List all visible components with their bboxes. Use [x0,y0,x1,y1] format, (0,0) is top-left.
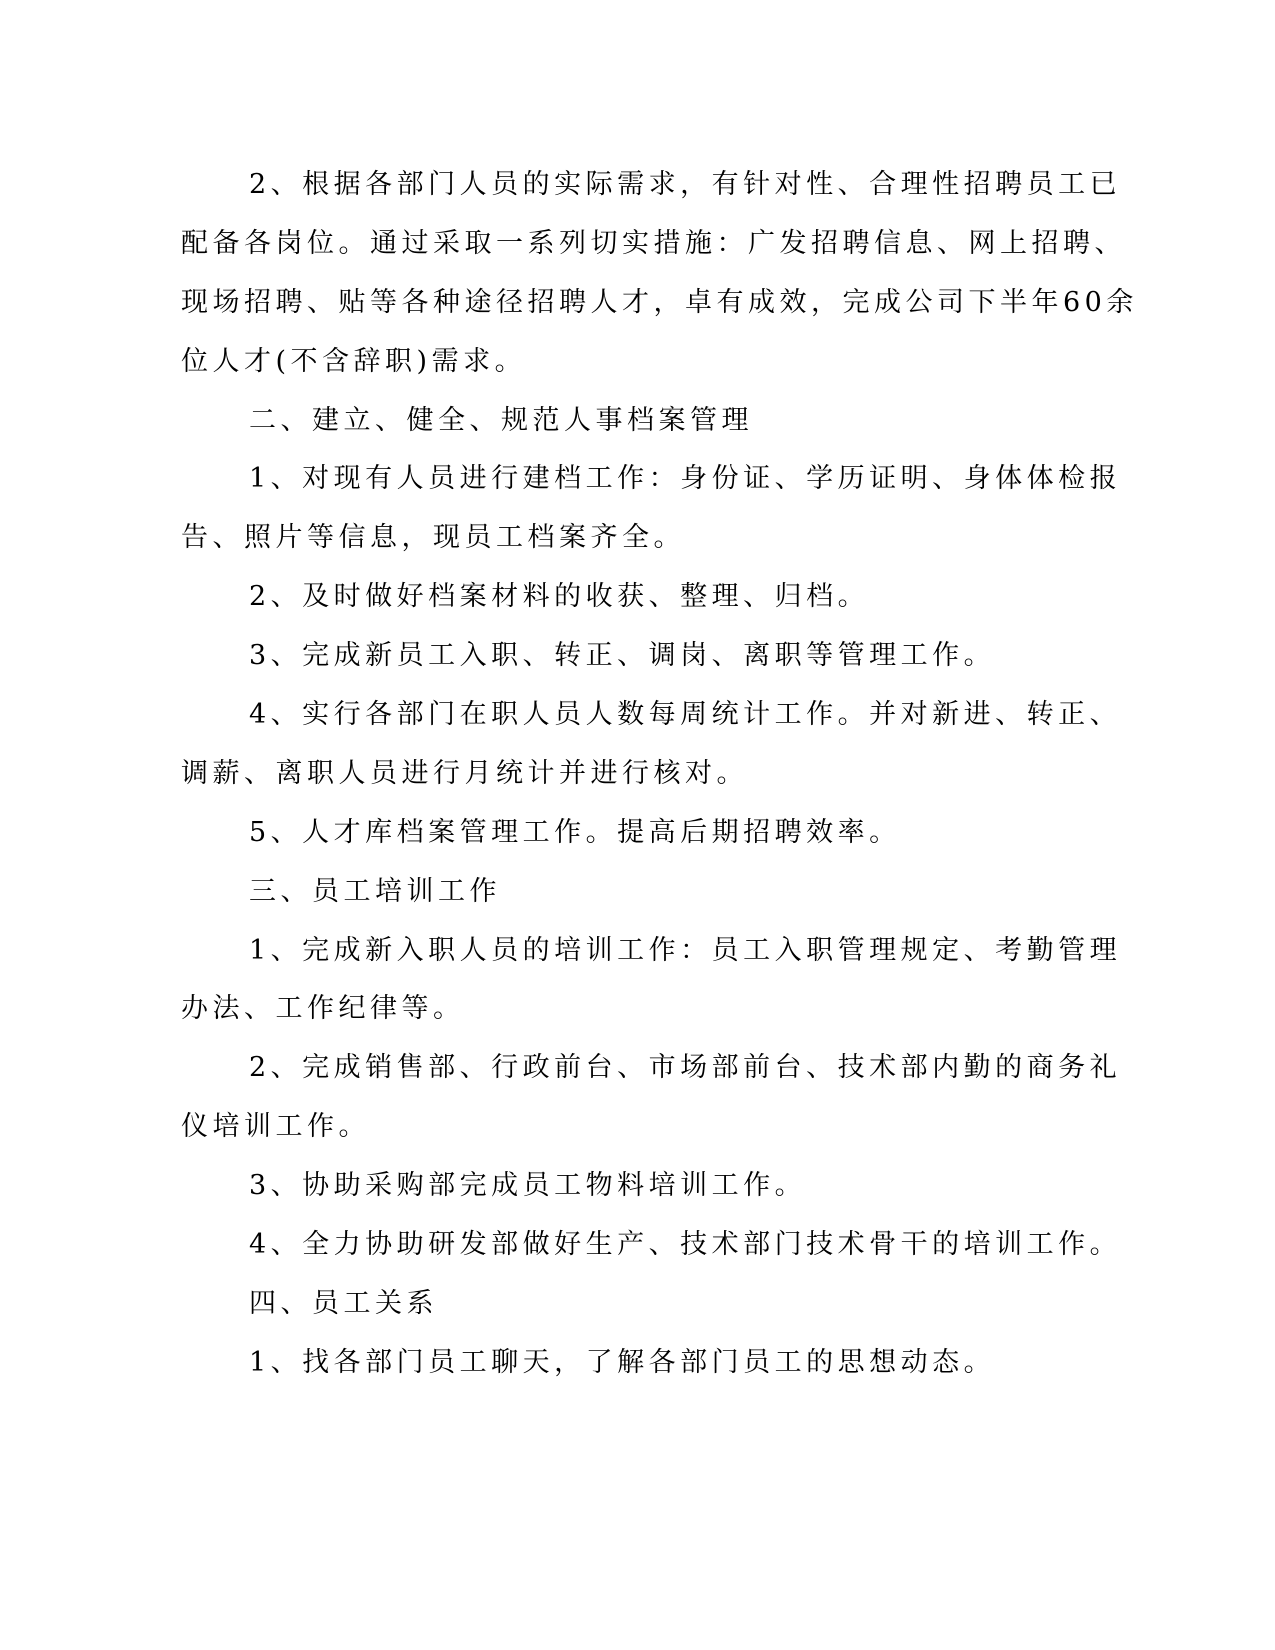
paragraph-line: 2、完成销售部、行政前台、市场部前台、技术部内勤的商务礼 [249,1052,1122,1084]
section-heading: 二、建立、健全、规范人事档案管理 [249,404,753,436]
paragraph-line: 3、完成新员工入职、转正、调岗、离职等管理工作。 [249,640,996,672]
paragraph-line: 办法、工作纪律等。 [181,993,465,1025]
section-heading: 四、员工关系 [249,1287,438,1319]
paragraph-line: 4、全力协助研发部做好生产、技术部门技术骨干的培训工作。 [249,1229,1122,1261]
section-heading: 三、员工培训工作 [249,875,501,907]
paragraph-line: 1、完成新入职人员的培训工作：员工入职管理规定、考勤管理 [249,934,1122,966]
paragraph-line: 4、实行各部门在职人员人数每周统计工作。并对新进、转正、 [249,699,1122,731]
paragraph-line: 位人才(不含辞职)需求。 [181,345,527,377]
paragraph-line: 现场招聘、贴等各种途径招聘人才，卓有成效，完成公司下半年60余 [181,286,1138,318]
paragraph-line: 配备各岗位。通过采取一系列切实措施：广发招聘信息、网上招聘、 [181,227,1126,259]
paragraph-line: 5、人才库档案管理工作。提高后期招聘效率。 [249,816,901,848]
paragraph-line: 3、协助采购部完成员工物料培训工作。 [249,1170,807,1202]
paragraph-line: 2、根据各部门人员的实际需求，有针对性、合理性招聘员工已 [249,169,1122,200]
paragraph-line: 仪培训工作。 [181,1111,370,1143]
paragraph-line: 调薪、离职人员进行月统计并进行核对。 [181,757,748,789]
paragraph-line: 告、照片等信息，现员工档案齐全。 [181,522,685,554]
paragraph-line: 1、对现有人员进行建档工作：身份证、学历证明、身体体检报 [249,463,1122,495]
paragraph-line: 2、及时做好档案材料的收获、整理、归档。 [249,581,870,613]
document-body [181,156,1138,1393]
paragraph-line: 1、找各部门员工聊天，了解各部门员工的思想动态。 [249,1346,996,1378]
